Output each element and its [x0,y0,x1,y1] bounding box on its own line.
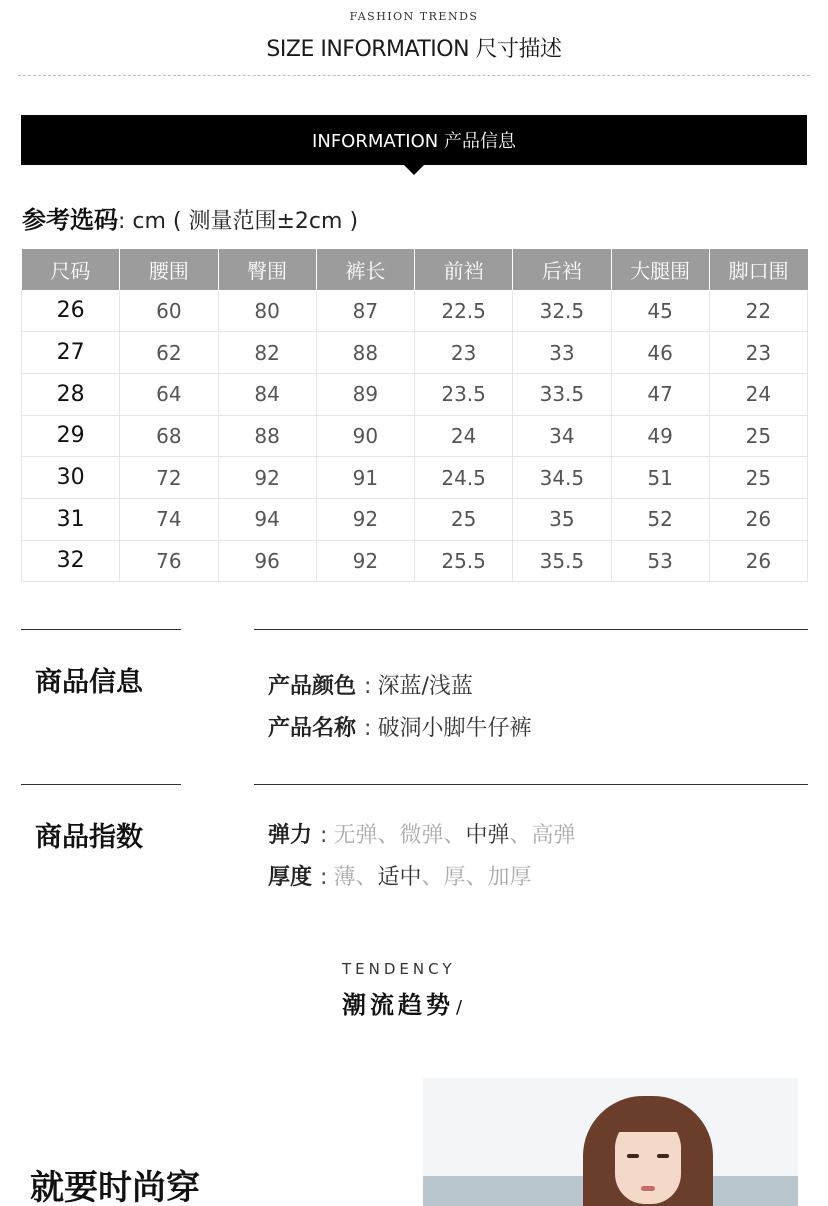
table-cell: 24 [415,415,513,457]
product-name-row [268,711,531,742]
table-cell: 34 [513,415,611,457]
elasticity-row [268,818,576,849]
table-cell: 25 [709,457,807,499]
header-front-rise: 前裆 [415,249,513,290]
thickness-sep: : [320,865,328,890]
tendency-cn-text: 潮流趋势 [342,991,454,1019]
table-cell: 64 [120,373,218,415]
thickness-option: 薄 [333,865,356,890]
table-cell: 96 [218,540,316,582]
information-banner-label: INFORMATION 产品信息 [312,131,516,152]
elasticity-option-separator: 、 [377,823,400,848]
table-cell: 88 [218,415,316,457]
information-banner [21,115,807,165]
table-cell: 92 [218,457,316,499]
table-cell: 23.5 [415,373,513,415]
divider-right-2 [254,784,808,785]
size-cell: 29 [22,415,120,457]
table-cell: 84 [218,373,316,415]
table-cell: 90 [316,415,414,457]
table-cell: 53 [611,540,709,582]
table-cell: 87 [316,290,414,332]
table-cell: 24 [709,373,807,415]
header-back-rise: 后裆 [513,249,611,290]
table-cell: 49 [611,415,709,457]
thickness-key: 厚度 [268,865,313,890]
table-cell: 35 [513,498,611,540]
table-cell: 23 [415,332,513,374]
tendency-slash: / [456,997,467,1018]
table-cell: 89 [316,373,414,415]
model-bangs [608,1102,688,1132]
product-color-value: 深蓝/浅蓝 [377,674,473,699]
elasticity-sep: : [320,823,328,848]
product-index-title: 商品指数 [35,822,143,853]
header-waist: 腰围 [120,249,218,290]
table-cell: 33.5 [513,373,611,415]
page-title: SIZE INFORMATION 尺寸描述 [266,37,562,62]
table-cell: 34.5 [513,457,611,499]
elasticity-option: 高弹 [531,823,576,848]
table-cell: 74 [120,498,218,540]
table-cell: 52 [611,498,709,540]
size-cell: 26 [22,290,120,332]
model-photo [423,1078,798,1206]
table-cell: 22 [709,290,807,332]
elasticity-option-separator: 、 [443,823,466,848]
header-hip: 臀围 [218,249,316,290]
table-cell: 88 [316,332,414,374]
banner-arrow [404,165,424,175]
elasticity-options [333,818,575,849]
table-row [22,498,808,540]
elasticity-option: 微弹 [399,823,444,848]
size-table-header-row [22,249,808,290]
table-cell: 24.5 [415,457,513,499]
dashed-divider [18,75,810,76]
table-row [22,290,808,332]
table-cell: 91 [316,457,414,499]
table-row [22,332,808,374]
table-cell: 76 [120,540,218,582]
elasticity-option: 中弹 [465,823,510,848]
table-cell: 26 [709,540,807,582]
model-right-eye [657,1154,669,1158]
thickness-option-separator: 、 [465,865,488,890]
size-cell: 31 [22,498,120,540]
product-color-key: 产品颜色 [268,674,357,699]
table-cell: 92 [316,540,414,582]
elasticity-option-separator: 、 [509,823,532,848]
elasticity-option: 无弹 [333,823,378,848]
table-cell: 80 [218,290,316,332]
table-cell: 92 [316,498,414,540]
size-table [21,249,808,582]
divider-right-1 [254,629,808,630]
table-cell: 60 [120,290,218,332]
divider-left-1 [21,629,181,630]
size-cell: 27 [22,332,120,374]
table-cell: 26 [709,498,807,540]
tendency-en: TENDENCY [342,960,456,978]
size-cell: 32 [22,540,120,582]
table-cell: 25.5 [415,540,513,582]
table-cell: 94 [218,498,316,540]
thickness-row [268,860,532,891]
product-name-key: 产品名称 [268,716,357,741]
table-cell: 22.5 [415,290,513,332]
size-cell: 30 [22,457,120,499]
product-name-sep: : [364,716,372,741]
table-cell: 68 [120,415,218,457]
table-cell: 45 [611,290,709,332]
table-cell: 32.5 [513,290,611,332]
table-row [22,415,808,457]
table-cell: 33 [513,332,611,374]
size-cell: 28 [22,373,120,415]
header-thigh: 大腿围 [611,249,709,290]
elasticity-key: 弹力 [268,823,313,848]
header-length: 裤长 [316,249,414,290]
table-cell: 72 [120,457,218,499]
reference-label: 参考选码 [22,206,118,234]
fashion-trends-kicker: FASHION TRENDS [349,10,479,23]
product-info-title: 商品信息 [35,667,143,698]
model-lips [641,1186,655,1191]
thickness-option: 加厚 [487,865,532,890]
table-cell: 82 [218,332,316,374]
table-cell: 47 [611,373,709,415]
table-cell: 62 [120,332,218,374]
product-color-row [268,669,473,700]
product-name-value: 破洞小脚牛仔裤 [377,716,532,741]
reference-text: : cm ( 测量范围±2cm ) [118,209,359,234]
thickness-option-separator: 、 [421,865,444,890]
thickness-options [333,860,531,891]
table-cell: 23 [709,332,807,374]
table-cell: 46 [611,332,709,374]
table-cell: 25 [415,498,513,540]
table-cell: 51 [611,457,709,499]
model-left-eye [627,1154,639,1158]
tendency-cn [342,985,466,1020]
header-hem: 脚口围 [709,249,807,290]
header-size: 尺码 [22,249,120,290]
thickness-option-separator: 、 [355,865,378,890]
divider-left-2 [21,784,181,785]
table-row [22,457,808,499]
thickness-option: 适中 [377,865,422,890]
table-row [22,373,808,415]
reference-size-line [22,200,358,235]
table-row [22,540,808,582]
table-cell: 35.5 [513,540,611,582]
thickness-option: 厚 [443,865,466,890]
table-cell: 25 [709,415,807,457]
product-color-sep: : [364,674,372,699]
promo-headline: 就要时尚穿 [30,1168,200,1206]
